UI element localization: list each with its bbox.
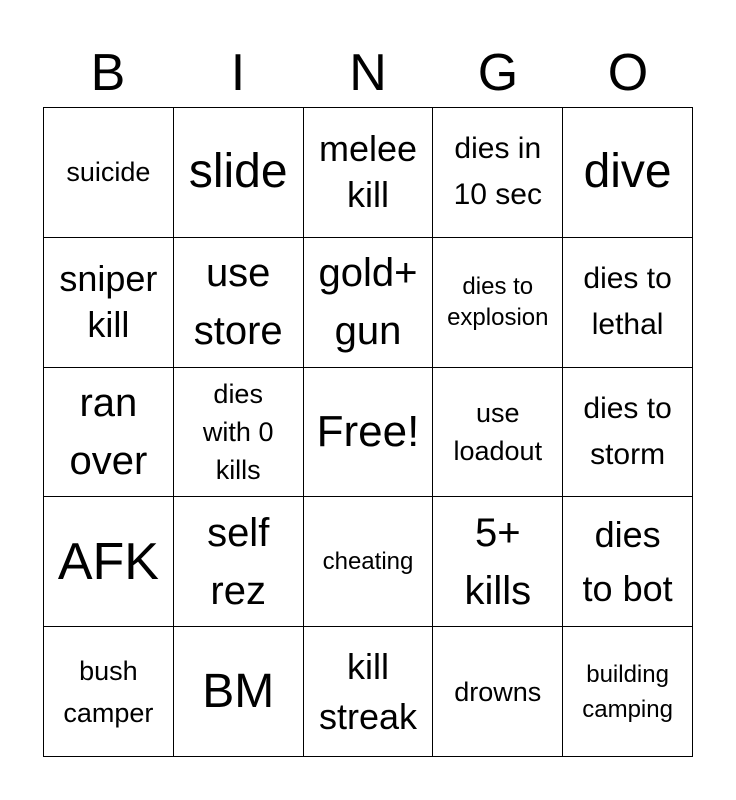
- bingo-cell-text: building camping: [582, 660, 673, 723]
- bingo-cell-r3-c3[interactable]: [304, 368, 434, 498]
- bingo-cell-text: drowns: [454, 676, 542, 707]
- bingo-cell-r4-c5[interactable]: [563, 497, 693, 627]
- bingo-cell-text: gold+ gun: [318, 251, 418, 354]
- bingo-cell-r2-c3[interactable]: [304, 238, 434, 368]
- bingo-cell-text: slide: [188, 145, 288, 199]
- bingo-cell-r5-c3[interactable]: [304, 627, 434, 757]
- bingo-cell-text: BM: [202, 664, 275, 718]
- bingo-cell-text: sniper kill: [59, 258, 158, 346]
- bingo-cell-r2-c5[interactable]: [563, 238, 693, 368]
- bingo-cell-text: AFK: [57, 532, 159, 591]
- bingo-cell-text: dies to storm: [583, 391, 672, 471]
- bingo-cell-text: dies to explosion: [447, 273, 549, 332]
- bingo-cell-r4-c4[interactable]: [433, 497, 563, 627]
- bingo-cell-text: dies to lethal: [583, 262, 672, 342]
- header-letter-i: I: [230, 44, 246, 102]
- bingo-cell-r2-c2[interactable]: [174, 238, 304, 368]
- bingo-cell-text: bush camper: [63, 655, 154, 728]
- header-letter-b: B: [90, 44, 126, 102]
- bingo-cell-text: suicide: [66, 157, 151, 188]
- bingo-cell-text: dies in 10 sec: [453, 132, 542, 212]
- bingo-cell-r1-c3[interactable]: [304, 108, 434, 238]
- bingo-grid: [43, 107, 693, 757]
- bingo-cell-text: ran over: [69, 380, 148, 483]
- bingo-cell-r1-c4[interactable]: [433, 108, 563, 238]
- header-letter-o: O: [607, 44, 649, 102]
- bingo-cell-text: 5+ kills: [464, 510, 532, 613]
- bingo-cell-text: kill streak: [318, 645, 418, 737]
- bingo-cell-r4-c1[interactable]: [44, 497, 174, 627]
- free-space-text: Free!: [316, 406, 420, 456]
- bingo-header: [43, 40, 693, 106]
- bingo-cell-r1-c2[interactable]: [174, 108, 304, 238]
- bingo-cell-r3-c2[interactable]: [174, 368, 304, 498]
- bingo-cell-text: self rez: [207, 510, 270, 613]
- bingo-cell-r5-c4[interactable]: [433, 627, 563, 757]
- bingo-cell-text: melee kill: [318, 128, 418, 216]
- bingo-cell-text: use loadout: [453, 397, 543, 466]
- bingo-cell-r3-c5[interactable]: [563, 368, 693, 498]
- bingo-cell-text: use store: [193, 251, 283, 354]
- bingo-cell-r1-c1[interactable]: [44, 108, 174, 238]
- bingo-cell-r5-c1[interactable]: [44, 627, 174, 757]
- header-letter-n: N: [349, 44, 387, 102]
- bingo-cell-r1-c5[interactable]: [563, 108, 693, 238]
- bingo-cell-r4-c2[interactable]: [174, 497, 304, 627]
- bingo-cell-r4-c3[interactable]: [304, 497, 434, 627]
- bingo-cell-r2-c4[interactable]: [433, 238, 563, 368]
- bingo-cell-r3-c4[interactable]: [433, 368, 563, 498]
- bingo-cell-text: cheating: [322, 548, 414, 576]
- bingo-cell-r5-c5[interactable]: [563, 627, 693, 757]
- header-letter-g: G: [477, 44, 519, 102]
- bingo-cell-text: dies with 0 kills: [202, 378, 274, 485]
- bingo-cell-r2-c1[interactable]: [44, 238, 174, 368]
- bingo-cell-r3-c1[interactable]: [44, 368, 174, 498]
- bingo-cell-text: dive: [583, 145, 672, 199]
- bingo-cell-text: dies to bot: [582, 513, 673, 609]
- bingo-cell-r5-c2[interactable]: [174, 627, 304, 757]
